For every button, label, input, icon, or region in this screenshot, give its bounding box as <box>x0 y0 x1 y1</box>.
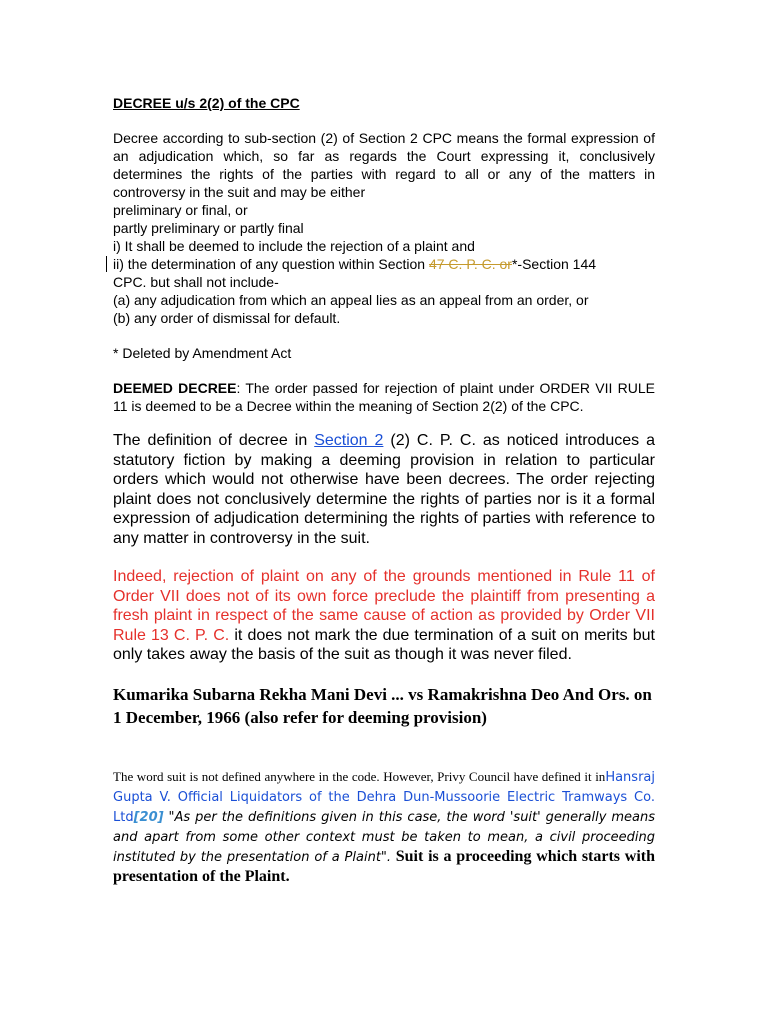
rejection-red-text: Indeed, rejection of plaint on any of the grounds mentioned in Rule 11 of Order VII does not of its own force preclude the plaintiff from presenting a fresh plaint in respect of the same cause of action as provided by Order VII Rule 13 C. P. C. <box>113 568 655 644</box>
line-ii-prefix: ii) the determination of any question within Section <box>113 256 429 272</box>
document-title: DECREE u/s 2(2) of the CPC <box>113 95 300 111</box>
deemed-decree-paragraph <box>113 379 655 415</box>
deemed-decree-label: DEEMED DECREE <box>113 380 237 396</box>
deemed-decree-text: : The order passed for rejection of plaint under ORDER VII RULE 11 is deemed to be a Decree within the meaning of Section 2(2) of the CPC. <box>113 380 655 414</box>
citation-link[interactable]: [20] <box>133 809 164 825</box>
list-line-ii <box>113 255 655 273</box>
text-cursor <box>106 256 107 272</box>
definition-fiction-paragraph <box>113 431 655 548</box>
document-page <box>113 94 655 886</box>
exclusion-b: (b) any order of dismissal for default. <box>113 310 341 326</box>
list-line-partly: partly preliminary or partly final <box>113 220 304 236</box>
list-line-ii-continuation: CPC. but shall not include- <box>113 274 279 290</box>
suit-quote: "As per the definitions given in this case, the word 'suit' generally means and apart from some other context must be taken to mean, a civil proceeding instituted by the presentation of a Plaint". <box>113 809 655 865</box>
footnote: * Deleted by Amendment Act <box>113 345 292 361</box>
suit-case-name: Hansraj Gupta V. Official Liquidators of the Dehra Dun-Mussoorie Electric Tramways Co. Ltd <box>113 769 655 825</box>
suit-conclusion: Suit is a proceeding which starts with presentation of the Plaint. <box>113 847 655 885</box>
list-line-preliminary: preliminary or final, or <box>113 202 248 218</box>
para2-pre: The definition of decree in <box>113 432 315 449</box>
suit-paragraph <box>113 767 655 886</box>
line-ii-suffix: *-Section 144 <box>511 256 597 272</box>
exclusion-a: (a) any adjudication from which an appeal lies as an appeal from an order, or <box>113 292 589 308</box>
suit-intro: The word suit is not defined anywhere in the code. However, Privy Council have defined it in <box>113 768 606 784</box>
definition-paragraph: Decree according to sub-section (2) of Section 2 CPC means the formal expression of an adjudication which, so far as regards the Court expressing it, conclusively determines the rights of the parties with regard to all or any of the matters in controversy in the suit and may be either <box>113 130 655 200</box>
rejection-black-text: it does not mark the due termination of a suit on merits but only takes away the basis of the suit as though it was never filed. <box>113 626 655 663</box>
case-heading: Kumarika Subarna Rekha Mani Devi ... vs Ramakrishna Deo And Ors. on 1 December, 1966 (also refer for deeming provision) <box>113 684 652 727</box>
section-2-link[interactable]: Section 2 <box>314 432 384 449</box>
para2-post: (2) C. P. C. as noticed introduces a statutory fiction by making a deeming provision in relation to particular orders which would not otherwise have been decrees. The order rejecting plaint does not conclusively determine the rights of parties nor is it a formal expression of adjudication determining the rights of parties with reference to any matter in controversy in the suit. <box>113 432 655 547</box>
list-line-i: i) It shall be deemed to include the rejection of a plaint and <box>113 238 475 254</box>
rejection-paragraph <box>113 567 655 665</box>
struck-text: 47 C. P. C. or <box>428 256 512 272</box>
